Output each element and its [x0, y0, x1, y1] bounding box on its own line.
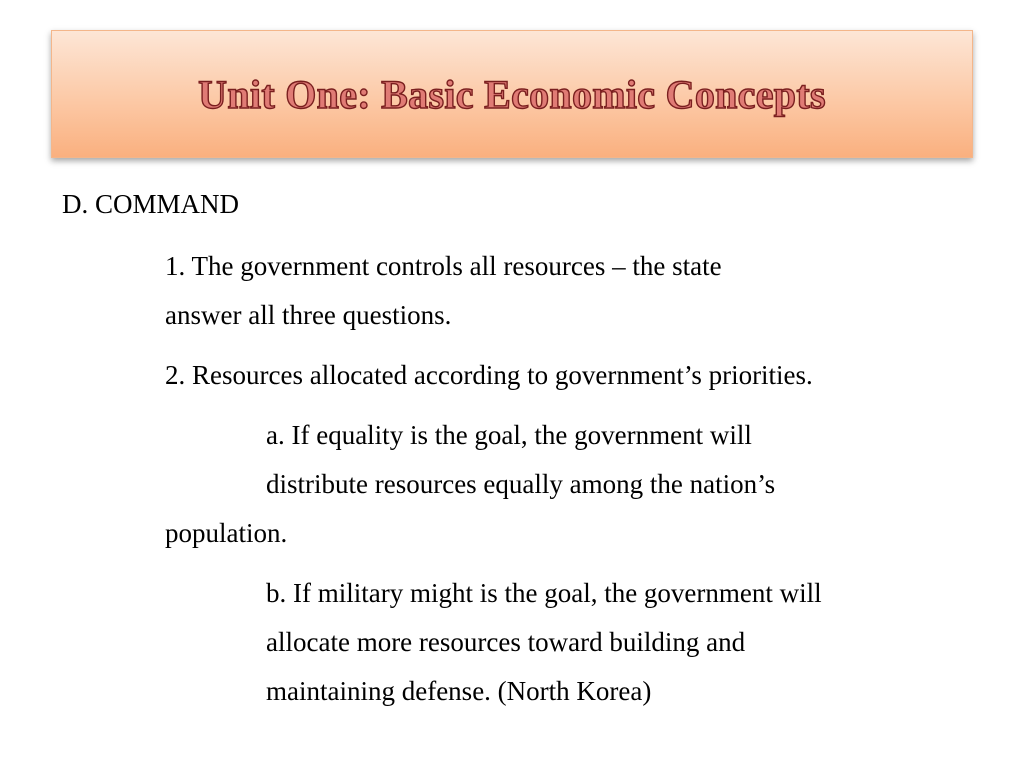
- subpoint-a-line-1: a. If equality is the goal, the government will: [266, 420, 752, 450]
- subpoint-a-line-2: distribute resources equally among the nation’s: [266, 469, 776, 499]
- point-1-line-1: 1. The government controls all resources – the state: [165, 251, 722, 281]
- subpoint-b-line-3: maintaining defense. (North Korea): [266, 676, 652, 706]
- subpoint-a-line-3: population.: [165, 518, 288, 548]
- point-1-line-2: answer all three questions.: [165, 300, 452, 330]
- subpoint-b-line-2: allocate more resources toward building and: [266, 627, 746, 657]
- subpoint-b-line-1: b. If military might is the goal, the government will: [266, 578, 822, 608]
- point-2-line-1: 2. Resources allocated according to government’s priorities.: [165, 360, 813, 390]
- slide-title: Unit One: Basic Economic Concepts: [198, 71, 826, 117]
- title-banner: [51, 30, 973, 158]
- section-heading: D. COMMAND: [62, 189, 240, 219]
